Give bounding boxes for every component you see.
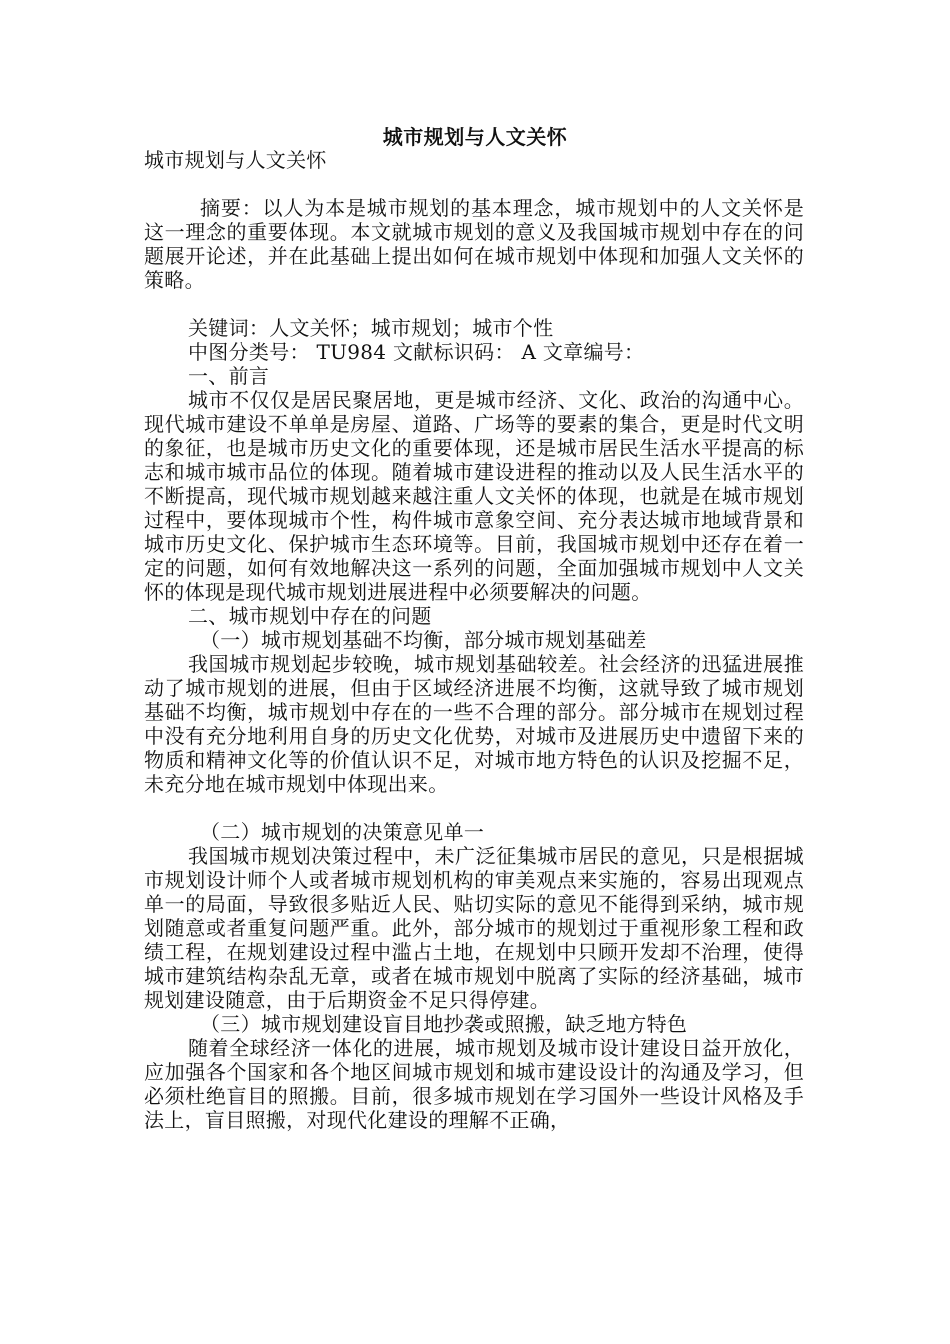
subsection-heading-1: （一）城市规划基础不均衡，部分城市规划基础差	[200, 628, 647, 652]
intro-paragraph: 城市不仅仅是居民聚居地，更是城市经济、文化、政治的沟通中心。现代城市建设不单单是房屋、道路、广场等的要素的集合，更是时代文明的象征，也是城市历史文化的重要体现，还是城市居民生活水平提高的标志和城市城市品位的体现。随着城市建设进程的推动以及人民生活水平的不断提高，现代城市规划越来越注重人文关怀的体现，也就是在城市规划过程中，要体现城市个性，构件城市意象空间、充分表达城市地域背景和城市历史文化、保护城市生态环境等。目前，我国城市规划中还存在着一定的问题，如何有效地解决这一系列的问题，全面加强城市规划中人文关怀的体现是现代城市规划进展进程中必须要解决的问题。	[144, 388, 804, 604]
subsection-heading-3: （三）城市规划建设盲目地抄袭或照搬，缺乏地方特色	[200, 1012, 688, 1036]
abstract-paragraph: 摘要：以人为本是城市规划的基本理念，城市规划中的人文关怀是这一理念的重要体现。本文就城市规划的意义及我国城市规划中存在的问题展开论述，并在此基础上提出如何在城市规划中体现和加强人文关怀的策略。	[144, 196, 804, 292]
section-heading-problems: 二、城市规划中存在的问题	[188, 604, 432, 628]
subsection-paragraph-2: 我国城市规划决策过程中，未广泛征集城市居民的意见，只是根据城市规划设计师个人或者城市规划机构的审美观点来实施的，容易出现观点单一的局面，导致很多贴近人民、贴切实际的意见不能得到采纳，城市规划随意或者重复问题严重。此外，部分城市的规划过于重视形象工程和政绩工程，在规划建设过程中滥占土地，在规划中只顾开发却不治理，使得城市建筑结构杂乱无章，或者在城市规划中脱离了实际的经济基础，城市规划建设随意，由于后期资金不足只得停建。	[144, 844, 804, 1012]
classification-line: 中图分类号： TU984 文献标识码： A 文章编号：	[188, 340, 645, 364]
subsection-paragraph-1: 我国城市规划起步较晚，城市规划基础较差。社会经济的迅猛进展推动了城市规划的进展，但由于区域经济进展不均衡，这就导致了城市规划基础不均衡，城市规划中存在的一些不合理的部分。部分城市在规划过程中没有充分地利用自身的历史文化优势，对城市及进展历史中遗留下来的物质和精神文化等的价值认识不足，对城市地方特色的认识及挖掘不足，未充分地在城市规划中体现出来。	[144, 652, 804, 796]
document-body	[144, 148, 804, 1132]
keywords-line: 关键词：人文关怀；城市规划；城市个性	[188, 316, 554, 340]
spacer	[144, 292, 804, 316]
subtitle: 城市规划与人文关怀	[144, 148, 327, 172]
section-heading-intro: 一、前言	[188, 364, 270, 388]
document-title: 城市规划与人文关怀	[382, 125, 568, 149]
spacer	[144, 796, 804, 820]
subsection-paragraph-3: 随着全球经济一体化的进展，城市规划及城市设计建设日益开放化，应加强各个国家和各个地区间城市规划和城市建设设计的沟通及学习，但必须杜绝盲目的照搬。目前，很多城市规划在学习国外一些设计风格及手法上，盲目照搬，对现代化建设的理解不正确，	[144, 1036, 804, 1132]
subsection-heading-2: （二）城市规划的决策意见单一	[200, 820, 485, 844]
spacer	[144, 172, 804, 196]
